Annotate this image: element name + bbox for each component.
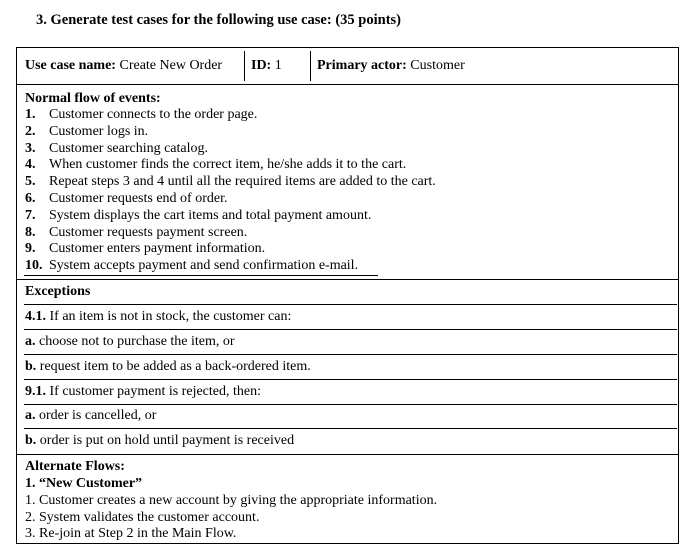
exceptions-title: Exceptions: [25, 284, 91, 299]
alternate-flows-title: Alternate Flows:: [25, 459, 125, 474]
alternate-flow-line: 1. Customer creates a new account by giving the appropriate information.: [25, 493, 438, 508]
flow-step: 8. Customer requests payment screen.: [25, 225, 248, 240]
alternate-flows-section: [17, 455, 678, 543]
question-points: (35 points): [335, 12, 401, 28]
exception-item: a. choose not to purchase the item, or: [25, 334, 235, 349]
use-case-name-cell: [25, 48, 222, 84]
flow-step: 2. Customer logs in.: [25, 124, 149, 139]
row-rule: [24, 275, 378, 276]
primary-actor-value: Customer: [406, 58, 465, 73]
row-rule: [24, 329, 677, 330]
flow-step: 7. System displays the cart items and total payment amount.: [25, 208, 372, 223]
row-rule: [24, 354, 677, 355]
normal-flow-title: Normal flow of events:: [25, 91, 161, 106]
use-case-name-value: Create New Order: [115, 58, 223, 73]
alternate-flow-line: 3. Re-join at Step 2 in the Main Flow.: [25, 526, 237, 541]
id-label: ID:: [251, 58, 272, 73]
flow-step: 4. When customer finds the correct item, he/she adds it to the cart.: [25, 157, 407, 172]
exception-item: b. request item to be added as a back-ordered item.: [25, 359, 311, 374]
flow-step: 3. Customer searching catalog.: [25, 141, 209, 156]
exception-item: a. order is cancelled, or: [25, 408, 157, 423]
row-rule: [24, 428, 677, 429]
flow-step: 5. Repeat steps 3 and 4 until all the required items are added to the cart.: [25, 174, 436, 189]
use-case-table: [16, 47, 679, 544]
flow-step: 9. Customer enters payment information.: [25, 241, 266, 256]
primary-actor-label: Primary actor:: [317, 58, 407, 73]
alternate-flow-subtitle: 1. “New Customer”: [25, 476, 143, 491]
normal-flow-section: [17, 85, 678, 280]
flow-step: 6. Customer requests end of order.: [25, 191, 228, 206]
row-rule: [24, 379, 677, 380]
flow-step: 1. Customer connects to the order page.: [25, 107, 258, 122]
exception-item: 9.1. If customer payment is rejected, then:: [25, 384, 261, 399]
exceptions-section: [17, 280, 678, 455]
exception-item: 4.1. If an item is not in stock, the customer can:: [25, 309, 292, 324]
question-heading: [36, 12, 401, 29]
id-cell: [251, 48, 282, 84]
row-rule: [24, 304, 677, 305]
flow-step: 10. System accepts payment and send confirmation e-mail.: [25, 258, 359, 273]
exception-item: b. order is put on hold until payment is received: [25, 433, 295, 448]
row-rule: [24, 404, 677, 405]
column-divider: [310, 51, 311, 81]
column-divider: [244, 51, 245, 81]
question-prefix: 3. Generate test cases for the following use case:: [36, 12, 336, 28]
use-case-header-row: [17, 48, 678, 85]
primary-actor-cell: [317, 48, 465, 84]
id-value: 1: [271, 58, 282, 73]
alternate-flow-line: 2. System validates the customer account.: [25, 510, 260, 525]
use-case-name-label: Use case name:: [25, 58, 116, 73]
